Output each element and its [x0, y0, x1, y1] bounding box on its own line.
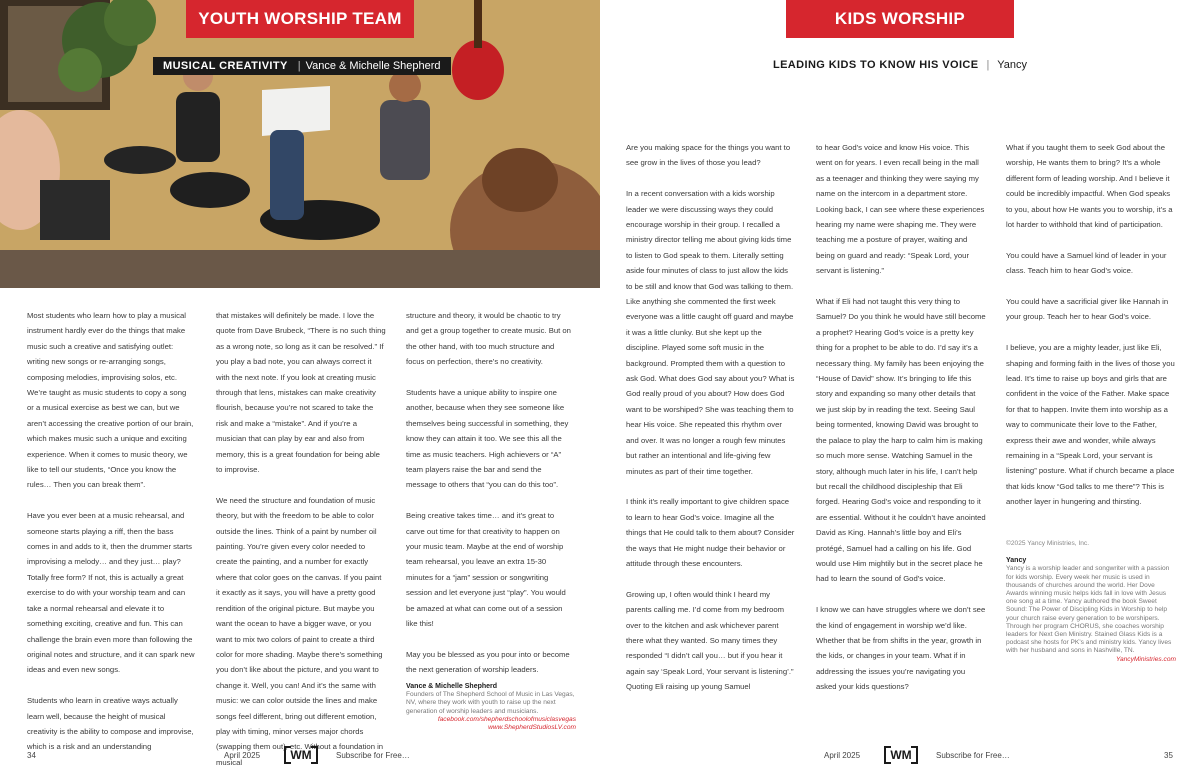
paragraph: Students who learn in creative ways actually learn well, because the height of musical creativity is the ability to compose and improvise, which is a risk and an understanding [27, 696, 194, 752]
paragraph: Being creative takes time… and it’s great to carve out time for that creativity to happen on your music team. Maybe at the end of worship team rehearsal, you leave an extra 15-30 minutes for a “jam” session or songwriting session and let everyone just “play”. You would be amazed at what can come out of a session like this! [406, 511, 566, 629]
author-bio-left [406, 683, 576, 732]
bio-link-facebook[interactable]: facebook.com/shepherdschoolofmusiclasvegas [437, 715, 576, 723]
paragraph: You could have a Samuel kind of leader in your class. Teach him to hear God’s voice. [1006, 250, 1167, 276]
paragraph-continued: What if you taught them to seek God about the worship, He wants them to bring? It’s a whole different form of leading worship. And I believe it could be incredibly impactful. When God speaks to you, about how He wants you to worship, it’s a lot harder to withhold that kind of participation. [1006, 143, 1173, 230]
paragraph-continued: to hear God’s voice and know His voice. This went on for years. I even recall being in the mall as a teenager and thinking they were saying my name on the intercom in a department store. Looking back, I can see where these experiences hearing my name were shaping me. They were teaching me a posture of prayer, waiting and being on guard and ready: “Speak Lord, your servant is listening.” [816, 143, 985, 276]
page-number-left: 34 [27, 751, 36, 760]
column-authors: Vance & Michelle Shepherd [305, 60, 441, 72]
paragraph: Are you making space for the things you want to see grow in the lives of those you lead? [626, 143, 791, 168]
bio-name: Yancy [1006, 557, 1027, 565]
wm-logo[interactable]: WM [882, 745, 920, 765]
column-byline-right [600, 59, 1200, 71]
paragraph: Most students who learn how to play a musical instrument hardly ever do the things that make music such a creative and satisfying outlet: writing new songs or re-arranging songs, composing melodies, improvising solos, etc. We’re taught as music students to copy a song or a musical exercise as best we can, but we aren’t accessing the creative portion of our brain, which makes music such a unique and exciting experience. When it comes to music theory, we like to tell our students, “Once you know the rules… Then you can break them”. [27, 311, 194, 490]
left-column-2 [216, 308, 386, 776]
left-column-1 [27, 308, 195, 770]
photo-illustration [0, 0, 600, 288]
bio-link-website[interactable]: www.ShepherdStudiosLV.com [488, 724, 576, 732]
column-label: MUSICAL CREATIVITY [163, 60, 288, 72]
subscribe-link-right[interactable]: Subscribe for Free… [936, 751, 1010, 760]
page-number-right: 35 [1164, 751, 1173, 760]
paragraph: I believe, you are a mighty leader, just like Eli, shaping and forming faith in the lives of those you lead. It’s time to raise up boys and girls that are confident in the voice of the Father. Make space for that to happen. Invite them into worship as a way to communicate their love to the Father, express their awe and wonder, while always remaining in a “Speak Lord, your servant is listening” posture. What if church became a place that kids know “God talks to me there”? This is another layer in hungering and thirsting. [1006, 343, 1175, 507]
paragraph: I know we can have struggles where we don’t see the kind of engagement in worship we’d like. Whether that be from shifts in the year, growth in the kids, or changes in your team. What if in addressing the issues you’re navigating you asked your kids questions? [816, 605, 986, 692]
subscribe-link-left[interactable]: Subscribe for Free… [336, 751, 410, 760]
left-column-3 [406, 308, 574, 693]
paragraph-continued: that mistakes will definitely be made. I love the quote from Dave Brubeck, “There is no such thing as a wrong note, so long as it can be resolved.” If you play a bad note, you can always correct it with the next note. If you look at creating music through that lens, mistakes can make creativity flourish, because you’re not scared to take the risk and make a “mistake”. And if you’re a musician that can play by ear and also from memory, this is a great foundation for being able to improvise. [216, 311, 386, 475]
wm-logo[interactable]: WM [282, 745, 320, 765]
right-column-2 [816, 140, 986, 710]
paragraph: We need the structure and foundation of music theory, but with the freedom to be able to color outside the lines. Think of a paint by number oil painting. You’re given every color needed to create the painting, and a number for exactly where that color goes on the canvas. If you paint it exactly as it says, you will have a pretty good rendition of the original picture. But maybe you want the ocean to have a bigger wave, or you want to mix two colors of paint to create a third color for more shading. Maybe there’s something you don’t like about the picture, and you want to change it. Well, you can! And it’s the same with music: we can color outside the lines and make songs feel different, bring out different emotion, play with timing, minor verses major chords (swapping them out), etc. Without a foundation in musical [216, 495, 384, 767]
bio-text: Founders of The Shepherd School of Music in Las Vegas, NV, where they work with youth to raise up the next generation of worship leaders and musicians. [406, 691, 575, 715]
column-byline-left [153, 57, 451, 75]
right-column-3 [1006, 140, 1176, 525]
section-title-kids-worship: KIDS WORSHIP [786, 0, 1014, 38]
column-label: LEADING KIDS TO KNOW HIS VOICE [772, 59, 979, 71]
paragraph: What if Eli had not taught this very thing to Samuel? Do you think he would have still become a prophet? Hearing God’s voice is a pretty key thing for a prophet to be able to do. I’d say it’s a necessary thing. My family has been enjoying the “House of David” show. It’s bringing to life this story and expanding so many other details that we just skip by in reading the text. Seeing Saul being tormented, knowing David was brought to the palace to play the harp to calm him is making so much more sense. Watching Samuel in the story, although much later in his life, I can’t help but recall the childhood discipleship that Eli forged. Hearing God’s voice and responding to it are essential. Without it he couldn’t have anointed David as King. Hannah’s little boy and Eli’s protégé, Samuel had a calling on his life. God would use Him mightily but in the secret place he had to learn the sound of God’s voice. [816, 297, 986, 584]
right-column-1 [626, 140, 796, 710]
issue-date-right: April 2025 [824, 751, 861, 760]
column-author: Yancy [997, 59, 1028, 71]
paragraph: Students have a unique ability to inspire one another, because when they see someone like themselves being successful in something, they know they can attain it too. We see this all the time as music teachers. High achievers or “A” team players raise the bar and send the message to others that “you can do this too”. [406, 388, 569, 490]
author-bio-right [1006, 540, 1176, 664]
paragraph: I think it’s really important to give children space to learn to hear God’s voice. Imagine all the things that He could talk to them about? Consider the ways that He might nudge their behavior or attitude through these encounters. [626, 497, 795, 568]
bio-text: Yancy is a worship leader and songwriter with a passion for kids worship. Every week her music is used in thousands of churches around the world. Her Dove Awards winning music helps kids fall in love with Jesus one song at a time. Yancy authored the book Sweet Sound: The Power of Discipling Kids in Worship to help your church raise every generation to be worshipers. Through her program CHORUS, she coaches worship leaders for Next Gen Ministry. Stained Glass Kids is a podcast she hosts for PK’s and ministry kids. Yancy lives with her husband and sons in Nashville, TN. [1006, 565, 1172, 655]
divider: | [297, 60, 301, 72]
copyright: ©2025 Yancy Ministries, Inc. [1006, 540, 1090, 547]
bio-name: Vance & Michelle Shepherd [406, 683, 498, 690]
paragraph-continued: structure and theory, it would be chaotic to try and get a group together to create music. But on the other hand, with too much structure and focus on perfection, there’s no creativity. [406, 311, 571, 367]
paragraph: Have you ever been at a music rehearsal, and someone starts playing a riff, then the bass comes in and adds to it, then the drummer starts improvising a melody… and they just… play? Totally free form? If not, this is actually a great exercise to do with your worship team and can take a normal rehearsal and elevate it to something exciting, creative and fun. This can challenge the brain even more than following the original notes and structure, and it can spark new ideas and even new songs. [27, 511, 195, 675]
divider: | [986, 59, 990, 71]
section-title-youth-worship-team: YOUTH WORSHIP TEAM [186, 0, 414, 38]
issue-date-left: April 2025 [224, 751, 261, 760]
bio-link-website[interactable]: YancyMinistries.com [1116, 655, 1176, 663]
music-rehearsal-photo [0, 0, 600, 288]
paragraph: In a recent conversation with a kids worship leader we were discussing ways they could encourage worship in their group. I recalled a ministry director telling me about giving kids time to listen to God speak to them. Literally setting aside four minutes of class to just allow the kids to be still and know that God was talking to them. Like anything she commented the first week everyone was a little caught off guard and maybe it was a little clunky. But she kept up the discipline. Played some soft music in the background. Prompted them with a question to ask God. What does God say about you? What is God really proud of you about? How does God want to be worshiped? She was teaching them to hear His voice. She repeated this rhythm over and over. It was no longer a rough few minutes but rather an intentional and life-giving few minutes as part of their time together. [626, 189, 795, 476]
paragraph: You could have a sacrificial giver like Hannah in your group. Teach her to hear God’s voice. [1006, 297, 1169, 322]
paragraph: May you be blessed as you pour into or become the next generation of worship leaders. [406, 649, 570, 675]
paragraph: Growing up, I often would think I heard my parents calling me. I’d come from my bedroom over to the kitchen and ask whichever parent there what they wanted. So many times they responded “I didn’t call you… but if you hear it again say ‘Speak Lord, Your servant is listening’.” Quoting Eli raising up young Samuel [626, 589, 794, 692]
